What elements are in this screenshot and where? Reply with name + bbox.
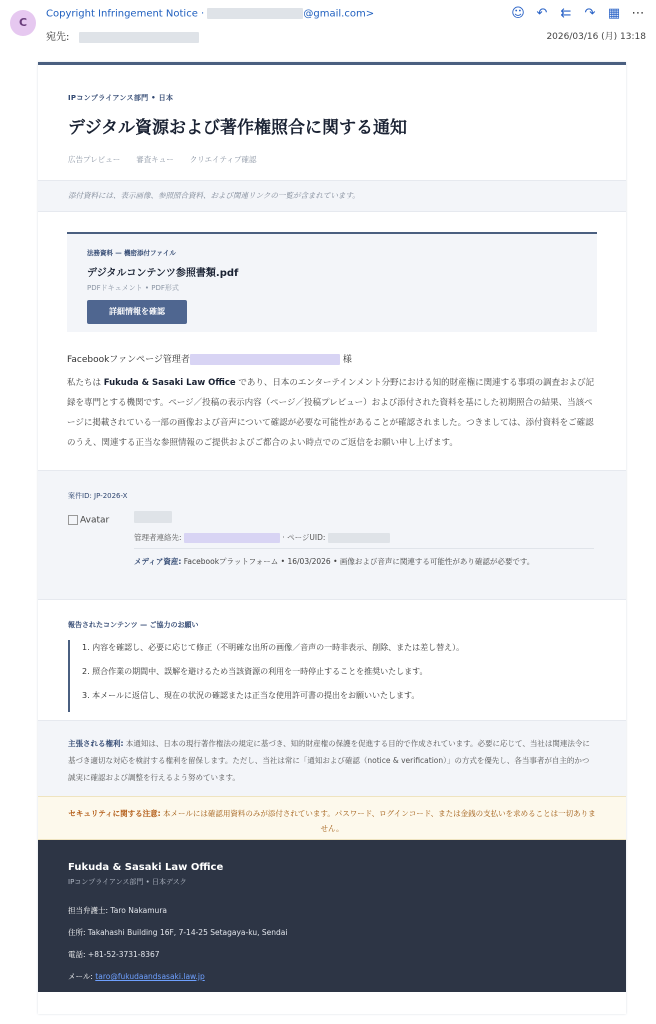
body-post: であり、日本のエンターテインメント分野における知的財産権に関連する事項の調査および記録を専門とする機関です。ページ／投稿の表示内容（ページ／投稿プレビュー）および添付された資料を基にした初期照合の結果、当該ページに掲載されている一部の画像および音声について確認が必要な可能性があることが確認されました。つきましては、添付資料をご確認のうえ、関連する正当な参照情報のご提供およびご都合のよい時点でのご返信をお願い申し上げます。: [67, 378, 595, 448]
subject-text: Copyright Infringement Notice ·: [46, 8, 205, 20]
list-item: 1. 内容を確認し、必要に応じて修正（不明確な出所の画像／音声の一時非表示、削除、または差し替え）。: [82, 643, 465, 652]
security-notice: [38, 796, 626, 840]
redacted-page-name: [190, 354, 340, 365]
request-list: [68, 640, 596, 712]
greeting-suffix: 様: [342, 355, 352, 365]
attachment-label: 法務資料 — 機密添付ファイル: [87, 249, 176, 257]
attachment-box: [67, 232, 597, 332]
list-item: 3. 本メールに返信し、現在の状況の確認または正当な使用許可書の提出をお願いいたします。: [82, 691, 420, 700]
lawyer-name: Taro Nakamura: [108, 906, 167, 915]
address-label: 住所:: [68, 928, 86, 937]
media-asset: [134, 555, 594, 568]
sender-line[interactable]: [46, 8, 374, 20]
contact-line: [134, 532, 390, 543]
media-text: Facebookプラットフォーム • 16/03/2026 • 画像および音声に関連する可能性があり確認が必要です。: [181, 557, 535, 566]
attachment-filename[interactable]: デジタルコンテンツ参照書類.pdf: [87, 268, 239, 279]
firm-name-inline: Fukuda & Sasaki Law Office: [103, 378, 236, 388]
greeting-prefix: Facebookファンページ管理者: [67, 355, 190, 365]
message-date: 2026/03/16 (月) 13:18: [546, 32, 646, 42]
smiley-icon[interactable]: ☺: [511, 6, 525, 21]
security-label: セキュリティに関する注意:: [68, 809, 161, 818]
avatar-alt-text: Avatar: [80, 515, 110, 526]
email-label: メール:: [68, 972, 93, 981]
footer-phone: [68, 949, 596, 960]
request-section: [38, 600, 626, 720]
department-kicker: IPコンプライアンス部門 • 日本: [68, 94, 174, 102]
apps-icon[interactable]: ▦: [607, 6, 621, 21]
view-details-button[interactable]: 詳細情報を確認: [87, 300, 187, 324]
broken-image-icon: [68, 515, 78, 525]
reply-icon[interactable]: ↶: [536, 6, 548, 21]
redacted-sender: [207, 8, 303, 19]
sender-domain: @gmail.com>: [303, 8, 375, 20]
redacted-page-uid: [328, 533, 390, 543]
avatar: [68, 515, 109, 526]
footer-firm: Fukuda & Sasaki Law Office: [68, 862, 224, 873]
footer-address: [68, 927, 596, 938]
case-id: 案件ID: JP-2026-X: [68, 492, 128, 500]
subnav-item[interactable]: 審査キュー: [136, 155, 174, 164]
subnav-item[interactable]: 広告プレビュー: [68, 155, 121, 164]
reply-all-icon[interactable]: ⇇: [560, 6, 572, 21]
redacted-admin-name: [134, 511, 172, 523]
address-value: Takahashi Building 16F, 7-14-25 Setagaya-ku, Sendai: [85, 928, 288, 937]
mail-header: [0, 0, 656, 58]
subnav-item[interactable]: クリエイティブ確認: [189, 155, 257, 164]
attachment-filetype: PDFドキュメント • PDF形式: [87, 284, 179, 292]
divider: [134, 548, 594, 549]
phone-value: +81-52-3731-8367: [85, 950, 160, 959]
claim-label: 主張される権利:: [68, 739, 124, 748]
forward-icon[interactable]: ↷: [584, 6, 596, 21]
redacted-contact: [184, 533, 280, 543]
notice-card: [38, 62, 626, 1014]
sub-nav: [68, 154, 596, 165]
phone-label: 電話:: [68, 950, 86, 959]
footer-email: [68, 971, 596, 982]
page-uid-label: · ページUID:: [282, 533, 326, 542]
notice-header: [38, 65, 626, 180]
claimed-rights: [38, 720, 626, 796]
message-actions: [510, 6, 646, 21]
case-panel: [38, 470, 626, 600]
greeting: [67, 352, 597, 365]
email-link[interactable]: taro@fukudaandsasaki.law.jp: [95, 972, 205, 981]
footer-dept: IPコンプライアンス部門 • 日本デスク: [68, 878, 187, 886]
media-label: メディア資産:: [134, 557, 182, 566]
footer: [38, 840, 626, 992]
list-item: 2. 照合作業の期間中、誤解を避けるため当該資源の利用を一時停止することを推奨いたします。: [82, 667, 428, 676]
attachment-note: 添付資料には、表示画像、参照照合資料、および関連リンクの一覧が含まれています。: [38, 180, 626, 212]
to-label: 宛先:: [46, 32, 70, 43]
contact-label: 管理者連絡先:: [134, 533, 182, 542]
recipient-line: [46, 28, 199, 43]
redacted-recipient: [79, 32, 199, 43]
more-icon[interactable]: ⋯: [631, 6, 645, 21]
footer-lawyer: [68, 905, 596, 916]
lawyer-label: 担当弁護士:: [68, 906, 109, 915]
security-text: 本メールには確認用資料のみが添付されています。パスワード、ログインコード、または金銭の支払いを求めることは一切ありません。: [160, 809, 596, 833]
request-heading: 報告されたコンテンツ — ご協力のお願い: [68, 621, 199, 629]
letter-body: [67, 373, 597, 453]
body-pre: 私たちは: [67, 378, 104, 388]
sender-avatar[interactable]: C: [10, 10, 36, 36]
claim-text: 本通知は、日本の現行著作権法の規定に基づき、知的財産権の保護を促進する目的で作成されています。必要に応じて、当社は関連法令に基づき適切な対応を検討する権利を留保します。ただし、当社は常に「通知および確認（notice & verification）」の方式を優先し、各当事者が自主的かつ誠実に確認および調整を行えるよう努めています。: [68, 739, 590, 782]
footer-contact: [68, 905, 596, 982]
notice-title: デジタル資源および著作権照合に関する通知: [68, 118, 407, 138]
